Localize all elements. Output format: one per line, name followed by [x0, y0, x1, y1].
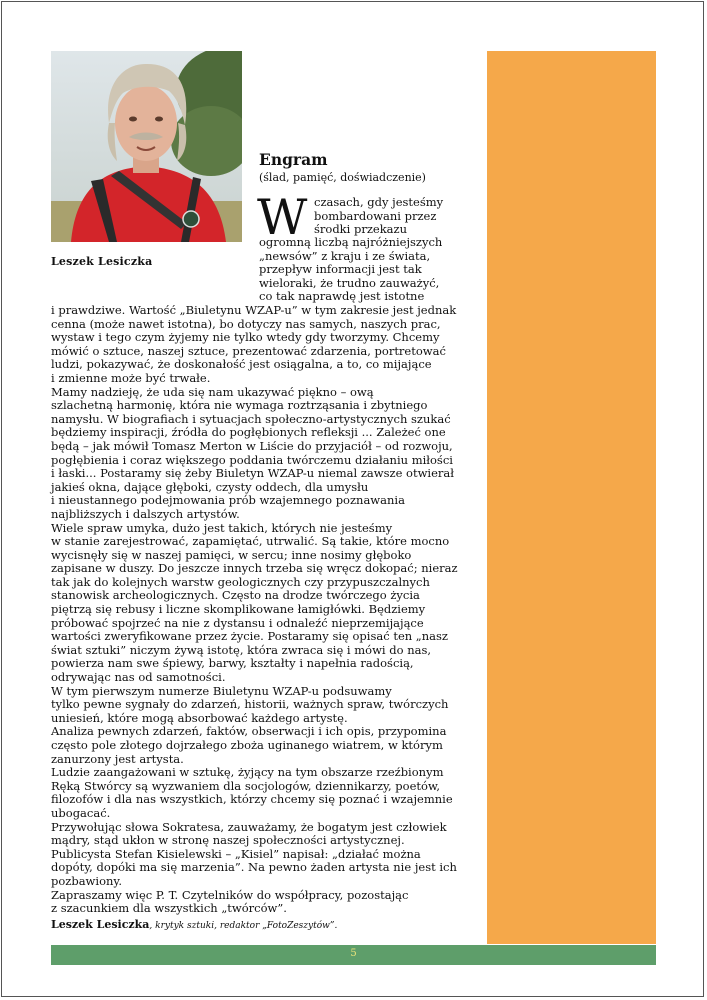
text-line: i zmienne może być trwałe.: [51, 370, 211, 385]
text-line: pozbawiony.: [51, 873, 123, 888]
text-line: ubogacać.: [51, 805, 111, 820]
text-line: z szacunkiem dla wszystkich „twórców”.: [51, 901, 287, 916]
text-line: co tak naprawdę jest istotne: [259, 289, 425, 304]
text-line: wystaw i tego czym żyjemy nie tylko wtedy gdy tworzymy. Chcemy: [51, 330, 440, 345]
text-line: Ręką Stwórcy są wyzwaniem dla socjologów, dziennikarzy, poetów,: [51, 778, 441, 793]
text-line: cenna (może nawet istotna), bo dotyczy nas samych, naszych prac,: [51, 316, 441, 331]
text-line: tak jak do kolejnych warstw geologicznych czy przypuszczalnych: [51, 574, 430, 589]
text-line: powierza nam swe śpiewy, barwy, kształty i napełnia radością,: [51, 656, 414, 671]
footer-bar: [51, 945, 656, 965]
text-line: świat sztuki” niczym żywą istotę, która zwraca się i mówi do nas,: [51, 642, 432, 657]
text-line: i łaski... Postaramy się żeby Biuletyn WZAP-u niemal zawsze otwierał: [51, 466, 454, 481]
text-line: w stanie zarejestrować, zapamiętać, utrwalić. Są takie, które mocno: [51, 534, 450, 549]
text-line: Publicysta Stefan Kisielewski – „Kisiel” napisał: „działać można: [51, 846, 421, 861]
text-line: Analiza pewnych zdarzeń, faktów, obserwacji i ich opis, przypomina: [51, 724, 447, 739]
text-line: będą – jak mówił Tomasz Merton w Liście do przyjaciół – od rozwoju,: [51, 438, 453, 453]
article-title: Engram: [259, 150, 328, 169]
text-line: stanowisk archeologicznych. Często na drodze twórczego życia: [51, 588, 420, 603]
text-line: odrywając nas od samotności.: [51, 670, 226, 685]
intro-wide-text: [259, 236, 442, 304]
text-line: filozofów i dla nas wszystkich, którzy chcemy się poznać i wzajemnie: [51, 792, 453, 807]
text-line: przepływ informacji jest tak: [259, 262, 422, 277]
text-line: czasach, gdy jesteśmy: [314, 195, 444, 209]
text-line: Zapraszamy więc P. T. Czytelników do współpracy, pozostając: [51, 887, 409, 902]
text-line: pogłębienia i coraz większego poddania twórczemu działaniu miłości: [51, 452, 453, 467]
text-line: dopóty, dopóki ma się marzenia”. Na pewno żaden artysta nie jest ich: [51, 860, 457, 875]
text-line: wartości zweryfikowane przez życie. Postaramy się opisać ten „nasz: [51, 629, 448, 644]
text-line: zanurzony jest artysta.: [51, 751, 184, 766]
text-line: często pole złotego dojrzałego zboża uginanego wiatrem, w którym: [51, 738, 443, 752]
decorative-side-bar: [487, 51, 656, 944]
article-body: [51, 304, 458, 916]
text-line: mówić o sztuce, naszej sztuce, prezentować zdarzenia, portretować: [51, 343, 446, 358]
text-line: ludzi, pokazywać, że doskonałość jest osiągalna, a to, co mijające: [51, 357, 432, 372]
text-line: zapisane w duszy. Do jeszcze innych trzeba się wręcz dokopać; nieraz: [51, 561, 458, 576]
text-line: i nieustannego podejmowania prób wzajemnego poznawania: [51, 493, 405, 508]
text-line: W tym pierwszym numerze Biuletynu WZAP-u podsuwamy: [51, 683, 392, 698]
text-line: Ludzie zaangażowani w sztukę, żyjący na tym obszarze rzeźbionym: [51, 765, 444, 780]
text-line: jakieś okna, dające głęboki, czysty oddech, dla umysłu: [51, 479, 369, 494]
text-line: wieloraki, że trudno zauważyć,: [259, 275, 440, 290]
text-line: będziemy inspiracji, źródła do pogłębionych refleksji ... Zależeć one: [51, 425, 446, 440]
text-line: mądry, stąd ukłon w stronę naszej społeczności artystycznej.: [51, 833, 405, 848]
text-line: środki przekazu: [314, 222, 407, 237]
text-line: „newsów” z kraju i ze świata,: [259, 248, 431, 263]
text-line: Przywołując słowa Sokratesa, zauważamy, że bogatym jest człowiek: [51, 819, 447, 834]
text-line: namysłu. W biografiach i sytuacjach społeczno-artystycznych szukać: [51, 411, 451, 426]
page-number: 5: [350, 948, 357, 959]
text-line: i prawdziwe. Wartość „Biuletynu WZAP-u” w tym zakresie jest jednak: [51, 303, 457, 317]
text-line: próbować spojrzeć na nie z dystansu i odnaleźć nieprzemijające: [51, 615, 424, 630]
text-line: najbliższych i dalszych artystów.: [51, 506, 240, 521]
signature-name: Leszek Lesiczka: [51, 918, 150, 931]
article-subtitle: (ślad, pamięć, doświadczenie): [259, 171, 426, 184]
author-photo: [51, 51, 242, 242]
text-line: uniesień, które mogą absorbować każdego artystę.: [51, 710, 348, 725]
text-line: tylko pewne sygnały do zdarzeń, historii, ważnych spraw, twórczych: [51, 697, 449, 712]
text-line: ogromną liczbą najróżniejszych: [259, 235, 443, 249]
text-line: szlachetną harmonię, która nie wymaga roztrząsania i zbytniego: [51, 398, 428, 413]
text-line: Mamy nadzieję, że uda się nam ukazywać piękno – ową: [51, 384, 374, 399]
text-line: bombardowani przez: [314, 208, 437, 223]
text-line: wycisnęły się w naszej pamięci, w sercu; inne nosimy głęboko: [51, 547, 412, 562]
text-line: Wiele spraw umyka, dużo jest takich, których nie jesteśmy: [51, 520, 393, 535]
text-line: piętrzą się rebusy i liczne skomplikowane łamigłówki. Będziemy: [51, 602, 426, 617]
signature-role: , krytyk sztuki, redaktor „FotoZeszytów”.: [149, 921, 338, 931]
author-photo-icon: [51, 51, 242, 242]
drop-cap: W: [257, 189, 308, 246]
author-caption: Leszek Lesiczka: [51, 255, 153, 268]
signature: [51, 918, 337, 931]
intro-indented-text: [314, 196, 443, 237]
